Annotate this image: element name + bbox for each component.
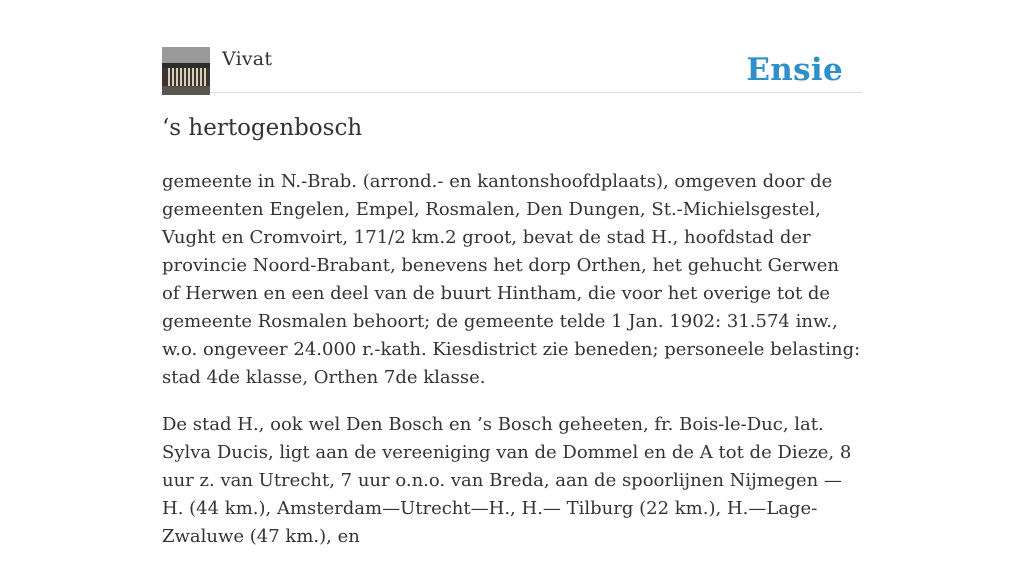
header: [162, 46, 862, 93]
author-name[interactable]: Vivat: [222, 48, 273, 70]
author-avatar[interactable]: [162, 47, 210, 95]
brand-logo[interactable]: Ensie: [746, 52, 843, 88]
article-paragraph: gemeente in N.-Brab. (arrond.- en kantonshoofdplaats), omgeven door de gemeenten Engelen, Empel, Rosmalen, Den Dungen, St.-Michielsgestel, Vught en Cromvoirt, 171/2 km.2 groot, bevat de stad H., hoofdstad der provincie Noord-Brabant, benevens het dorp Orthen, het gehucht Gerwen of Herwen en een deel van de buurt Hintham, die voor het overige tot de gemeente Rosmalen behoort; de gemeente telde 1 Jan. 1902: 31.574 inw., w.o. ongeveer 24.000 r.-kath. Kiesdistrict zie beneden; personeele belasting: stad 4de klasse, Orthen 7de klasse.: [162, 171, 861, 388]
article-paragraph: De stad H., ook wel Den Bosch en ’s Bosch geheeten, fr. Bois-le-Duc, lat. Sylva Ducis, ligt aan de vereeniging van de Dommel en de A tot de Dieze, 8 uur z. van Utrecht, 7 uur o.n.o. van Breda, aan de spoorlijnen Nijmegen —H. (44 km.), Amsterdam—Utrecht—H., H.— Tilburg (22 km.), H.—Lage-Zwaluwe (47 km.), en: [162, 414, 852, 547]
article-title: ‘s hertogenbosch: [162, 115, 363, 141]
article-body: [162, 168, 862, 570]
book-spines-icon: [162, 47, 210, 95]
